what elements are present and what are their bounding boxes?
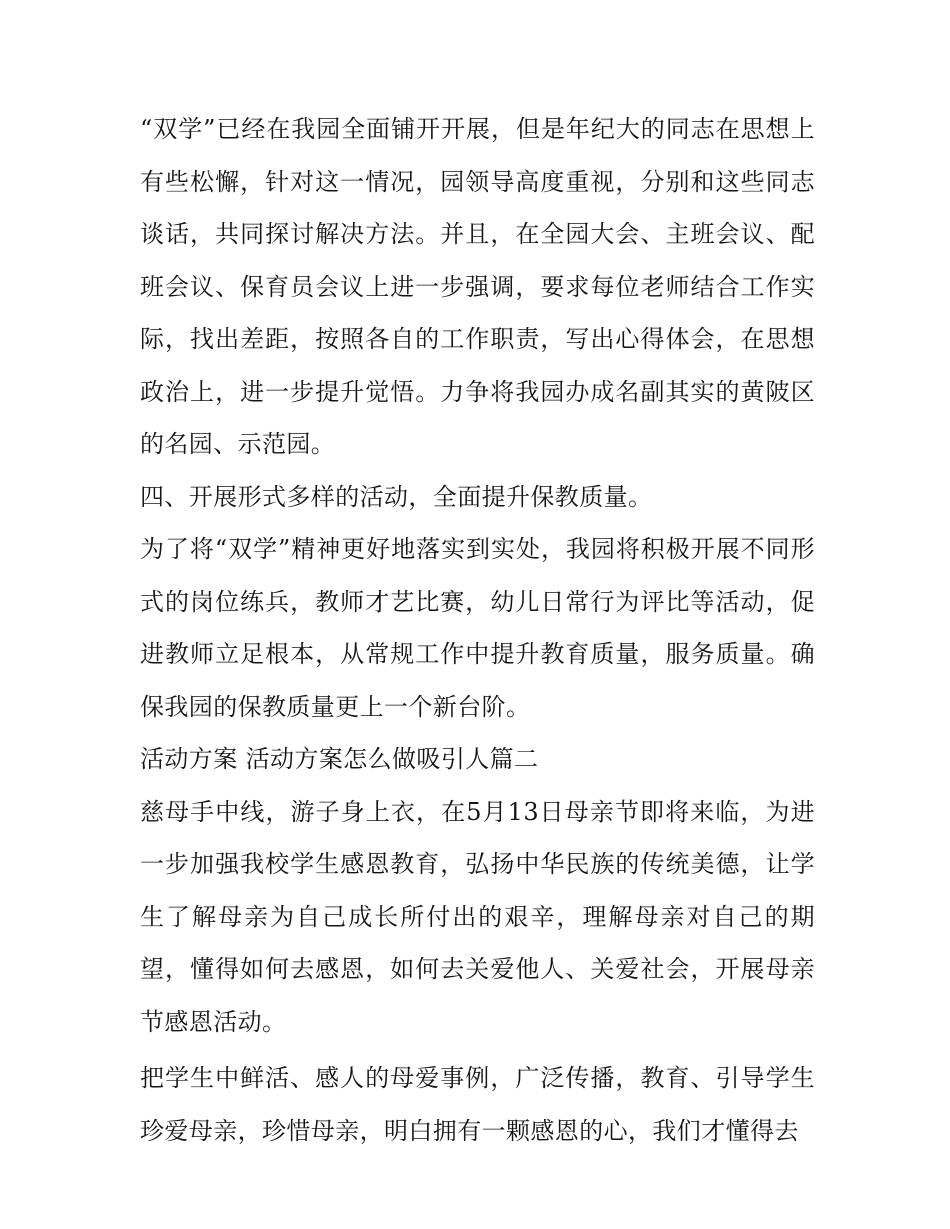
section-heading-four: 四、开展形式多样的活动，全面提升保教质量。 bbox=[140, 482, 653, 511]
paragraph-mother-love-stories: 把学生中鲜活、感人的母爱事例，广泛传播，教育、引导学生珍爱母亲，珍惜母亲，明白拥有一颗感恩的心，我们才懂得去 bbox=[140, 1064, 815, 1145]
paragraph-shuangxue-progress: “双学”已经在我园全面铺开开展，但是年纪大的同志在思想上有些松懈，针对这一情况，园领导高度重视，分别和这些同志谈话，共同探讨解决方法。并且，在全园大会、主班会议、配班会议、保育员会议上进一步强调，要求每位老师结合工作实际，找出差距，按照各自的工作职责，写出心得体会，在思想政治上，进一步提升觉悟。力争将我园办成名副其实的黄陂区的名园、示范园。 bbox=[140, 115, 815, 458]
article-title-part-two: 活动方案 活动方案怎么做吸引人篇二 bbox=[140, 745, 539, 773]
paragraph-mothers-day: 慈母手中线，游子身上衣，在5月13日母亲节即将来临，为进一步加强我校学生感恩教育，弘扬中华民族的传统美德，让学生了解母亲为自己成长所付出的艰辛，理解母亲对自己的期望，懂得如何去感恩，如何去关爱他人、关爱社会，开展母亲节感恩活动。 bbox=[140, 797, 815, 1036]
paragraph-activities: 为了将“双学”精神更好地落实到实处，我园将积极开展不同形式的岗位练兵，教师才艺比赛，幼儿日常行为评比等活动，促进教师立足根本，从常规工作中提升教育质量，服务质量。确保我园的保教质量更上一个新台阶。 bbox=[140, 535, 815, 721]
document-body bbox=[140, 103, 815, 1157]
